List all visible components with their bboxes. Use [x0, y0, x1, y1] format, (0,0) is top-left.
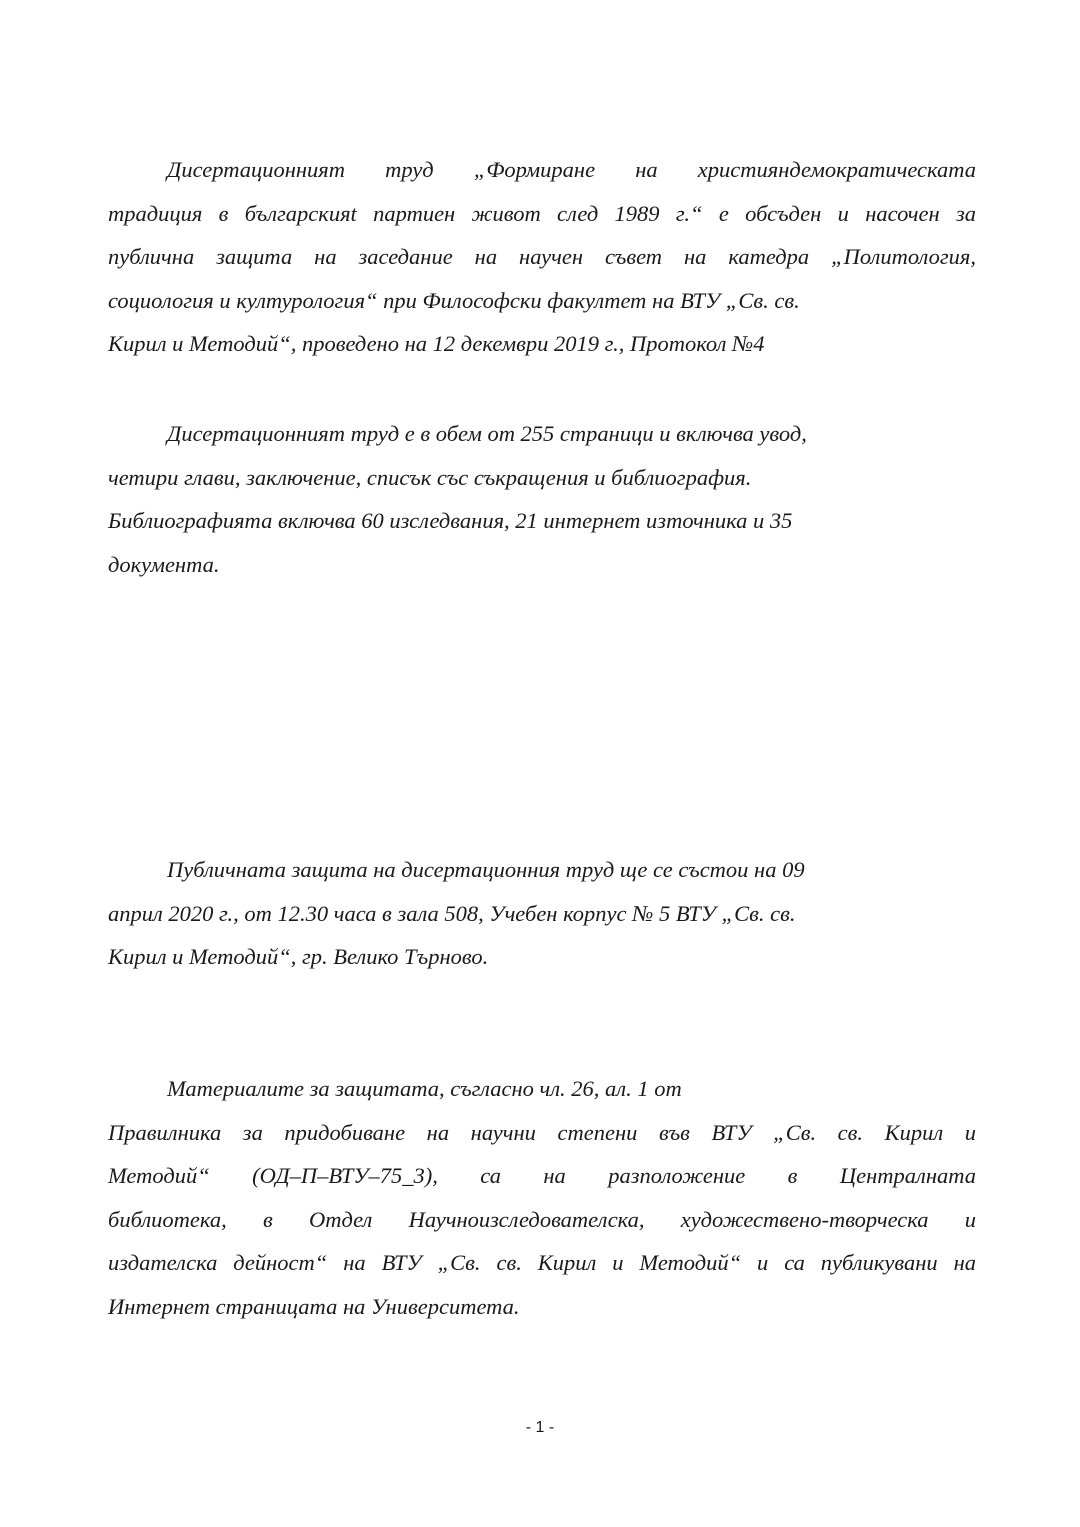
text-line: публична защита на заседание на научен съвет на катедра „Политология,	[108, 244, 976, 269]
page-number: - 1 -	[525, 1419, 555, 1436]
text-line: Публичната защита на дисертационния труд ще се състои на 09	[167, 857, 805, 882]
text-line: Дисертационният труд е в обем от 255 страници и включва увод,	[167, 421, 807, 446]
text-line: Методий“ (ОД–П–ВТУ–75_3), са на разположение в Централната	[108, 1163, 976, 1188]
paragraph-dissertation-volume	[108, 412, 976, 586]
text-line: Библиографията включва 60 изследвания, 21 интернет източника и 35	[108, 508, 793, 533]
text-line: април 2020 г., от 12.30 часа в зала 508, Учебен корпус № 5 ВТУ „Св. св.	[108, 900, 796, 926]
text-line: четири глави, заключение, списък със съкращения и библиография.	[108, 464, 752, 490]
text-line: Интернет страницата на Университета.	[108, 1293, 520, 1319]
text-line: Материалите за защитата, съгласно чл. 26, ал. 1 от	[167, 1076, 682, 1101]
text-line: библиотека, в Отдел Научноизследователска, художествено-творческа и	[108, 1206, 976, 1232]
paragraph-dissertation-approval	[108, 148, 976, 366]
text-line: документа.	[108, 551, 220, 577]
text-line: социология и културология“ при Философски факултет на ВТУ „Св. св.	[108, 287, 800, 313]
paragraph-public-defense	[108, 848, 976, 979]
paragraph-materials	[108, 1067, 976, 1328]
text-line: традиция в българскияt партиен живот след 1989 г.“ е обсъден и насочен за	[108, 200, 976, 226]
text-line: Кирил и Методий“, гр. Велико Търново.	[108, 944, 489, 969]
text-line: Кирил и Методий“, проведено на 12 декември 2019 г., Протокол №4	[108, 331, 765, 356]
text-line: Дисертационният труд „Формиране на християндемократическата	[167, 157, 976, 182]
text-line: Правилника за придобиване на научни степени във ВТУ „Св. св. Кирил и	[108, 1119, 976, 1145]
text-line: издателска дейност“ на ВТУ „Св. св. Кирил и Методий“ и са публикувани на	[108, 1250, 976, 1275]
